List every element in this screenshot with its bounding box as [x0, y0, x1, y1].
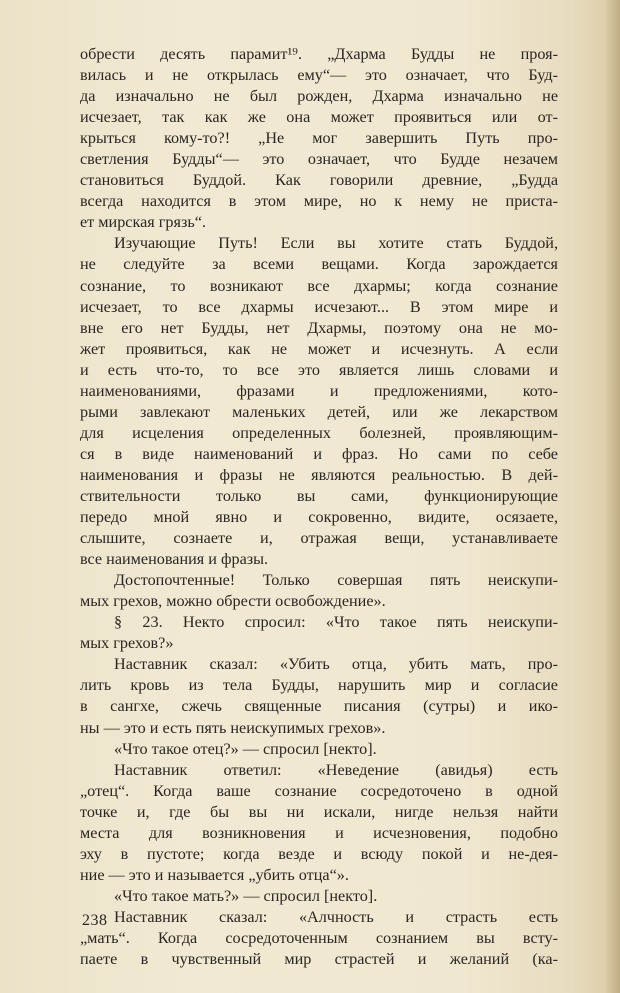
body-text: [80, 44, 558, 970]
text-line: наименованиями, фразами и предложениями, кото-: [80, 381, 558, 400]
text-line: Наставник ответил: «Неведение (авидья) есть: [114, 760, 558, 779]
text-line: для исцеления определенных болезней, проявляющим-: [80, 423, 558, 442]
text-line: ся в виде наименований и фраз. Но сами по себе: [80, 444, 558, 463]
text-line: исчезает, так как же она может проявиться или от-: [80, 108, 558, 127]
text-line: мых грехов?»: [80, 634, 174, 653]
text-line: Наставник сказал: «Алчность и страсть есть: [114, 907, 558, 926]
text-line: „отец“. Когда ваше сознание сосредоточено в одной: [80, 781, 558, 800]
text-line: § 23. Некто спросил: «Что такое пять неискупи-: [114, 613, 558, 632]
text-line: жет проявиться, как не может и исчезнуть. А если: [80, 339, 558, 358]
text-line: слышите, сознаете и, отражая вещи, устанавливаете: [80, 529, 558, 548]
text-line: все наименования и фразы.: [80, 550, 269, 569]
text-line: в сангхе, сжечь священные писания (сутры) и ико-: [80, 697, 558, 716]
text-line: и есть что-то, то все это является лишь словами и: [80, 360, 558, 379]
page-number: 238: [82, 912, 108, 929]
text-line: ет мирская грязь“.: [80, 213, 206, 232]
text-line: Изучающие Путь! Если вы хотите стать Буддой,: [114, 234, 558, 253]
text-line: «Что такое отец?» — спросил [некто].: [114, 739, 377, 758]
text-line: рыми завлекают маленьких детей, или же лекарством: [80, 402, 558, 421]
text-line: сознание, то возникают все дхармы; когда сознание: [80, 276, 558, 295]
text-line: Наставник сказал: «Убить отца, убить мать, про-: [114, 655, 558, 674]
text-line: лить кровь из тела Будды, нарушить мир и согласие: [80, 676, 558, 695]
text-line: ние — это и называется „убить отца“».: [80, 865, 349, 884]
page-edge-shadow: [606, 0, 620, 993]
text-line: паете в чувственный мир страстей и желаний (ка-: [80, 950, 558, 969]
text-line: точке и, где бы вы ни искали, нигде нельзя найти: [80, 802, 558, 821]
text-line: светления Будды“— это означает, что Будде незачем: [80, 150, 558, 169]
text-line: исчезает, то все дхармы исчезают... В этом мире и: [80, 297, 558, 316]
text-line: эху в пустоте; когда везде и всюду покой и не-дея-: [80, 844, 558, 863]
text-line: наименования и фразы не являются реальностью. В дей-: [80, 465, 558, 484]
text-line: да изначально не был рожден, Дхарма изначально не: [80, 87, 558, 106]
text-line: ны — это и есть пять неискупимых грехов».: [80, 718, 386, 737]
text-line: Достопочтенные! Только совершая пять неискупи-: [114, 571, 558, 590]
text-line: крыться кому-то?! „Не мог завершить Путь про-: [80, 129, 558, 148]
text-line: всегда находится в этом мире, но к нему не приста-: [80, 192, 558, 211]
text-line: не следуйте за всеми вещами. Когда зарождается: [80, 255, 558, 274]
text-line: вне его нет Будды, нет Дхармы, поэтому она не мо-: [80, 318, 558, 337]
text-line: вилась и не открылась ему“— это означает, что Буд-: [80, 66, 558, 85]
text-line: ствительности только вы сами, функционирующие: [80, 486, 558, 505]
text-line: «Что такое мать?» — спросил [некто].: [114, 886, 378, 905]
text-line: мых грехов, можно обрести освобождение».: [80, 592, 386, 611]
text-line: „мать“. Когда сосредоточенным сознанием вы всту-: [80, 928, 558, 947]
text-line: обрести десять парамит¹⁹. „Дхарма Будды не проя-: [80, 45, 558, 63]
text-line: становиться Буддой. Как говорили древние, „Будда: [80, 171, 558, 190]
text-line: передо мной явно и сокровенно, видите, осязаете,: [80, 508, 558, 527]
text-line: места для возникновения и исчезновения, подобно: [80, 823, 558, 842]
